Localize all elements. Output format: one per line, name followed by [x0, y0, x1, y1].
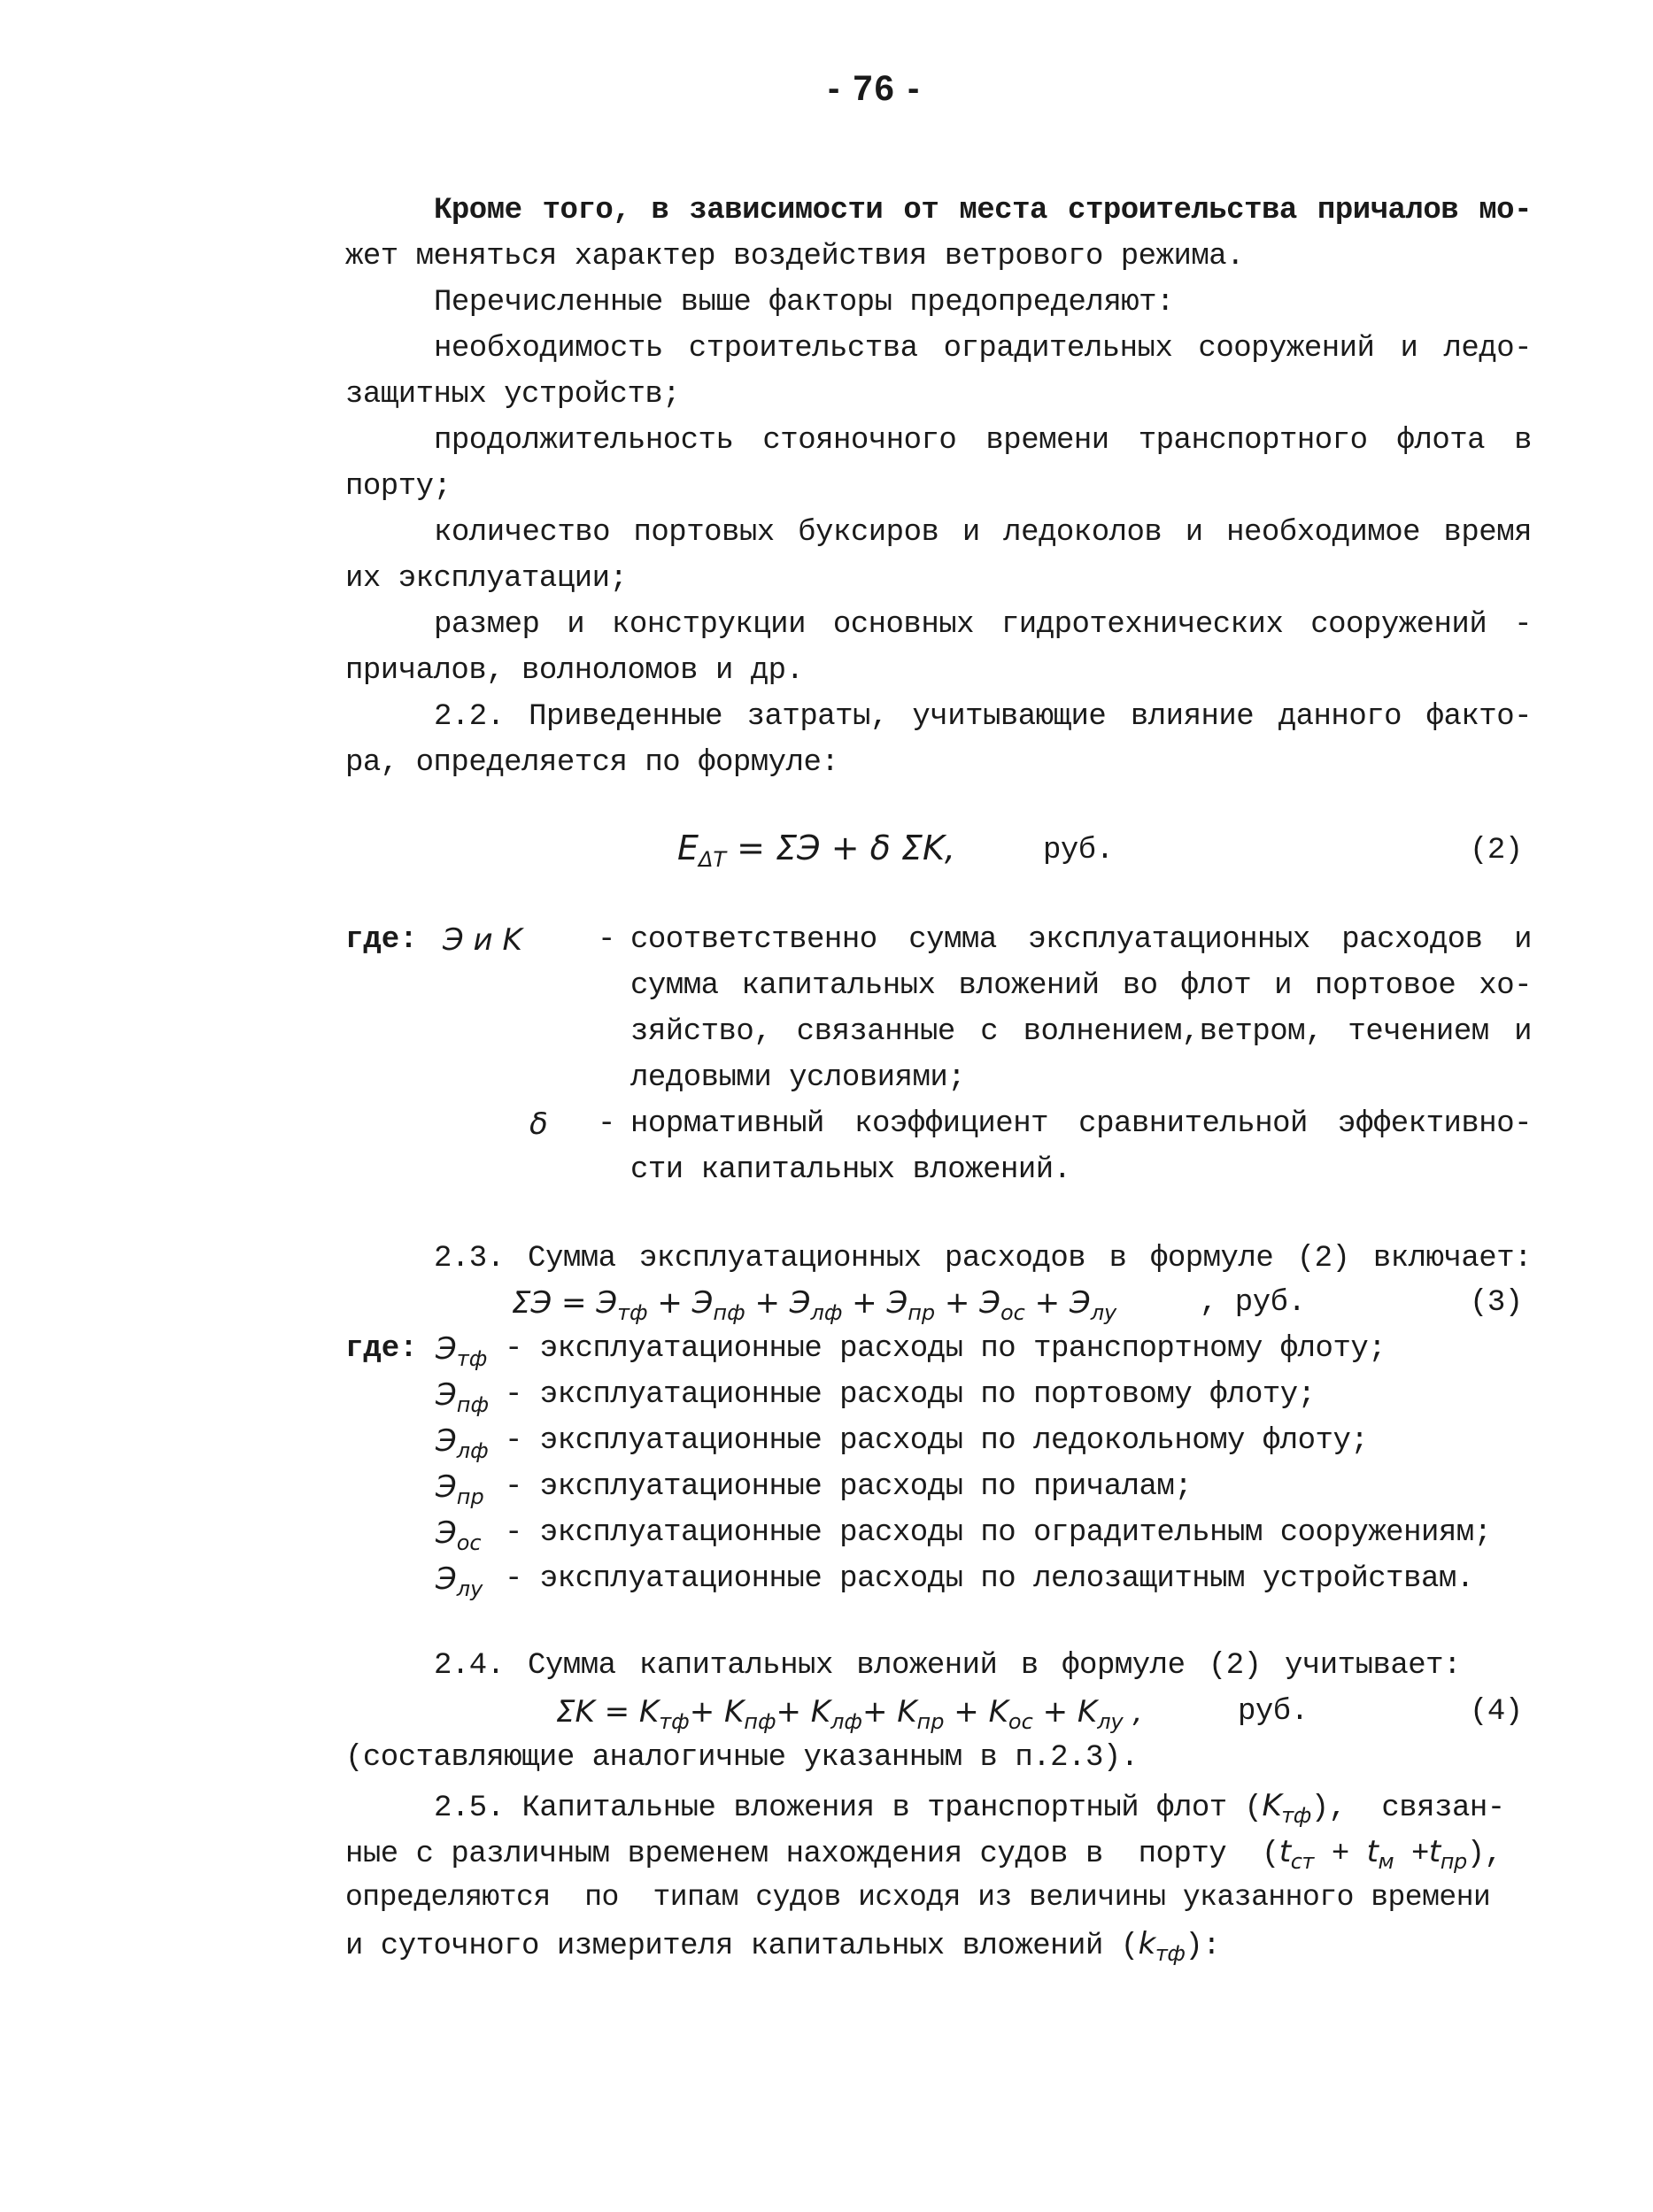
text-line: размер и конструкции основных гидротехнических сооружений - — [434, 608, 1532, 642]
symbol-e-and-k: Э и K — [443, 922, 522, 958]
symbol-delta: δ — [529, 1106, 548, 1142]
text-line: зяйство, связанные с волнением,ветром, течением и — [630, 1015, 1532, 1049]
text-line: Кроме того, в зависимости от места строительства причалов мо- — [434, 194, 1532, 227]
text-line: порту; — [345, 470, 452, 504]
equation-4-unit: руб. — [1238, 1695, 1309, 1729]
text-line: ра, определяется по формуле: — [345, 746, 839, 780]
where-label: где: — [345, 1332, 418, 1366]
list-item: - эксплуатационные расходы по лелозащитным устройствам. — [505, 1562, 1474, 1596]
dash: - — [598, 923, 615, 957]
text-line: 2.3. Сумма эксплуатационных расходов в формуле (2) включает: — [434, 1242, 1532, 1276]
text-line: и суточного измерителя капитальных вложений $(k_{тф})$: — [345, 1926, 1221, 1966]
text-line: сти капитальных вложений. — [630, 1153, 1071, 1187]
text-line: количество портовых буксиров и ледоколов и необходимое время — [434, 516, 1532, 550]
text-line: ледовыми условиями; — [630, 1061, 966, 1095]
text-line: нормативный коэффициент сравнительной эффективно- — [630, 1107, 1532, 1141]
equation-4-number: (4) — [1470, 1695, 1523, 1729]
equation-3-unit: , руб. — [1200, 1286, 1306, 1320]
text-line: Перечисленные выше факторы предопределяют: — [434, 286, 1174, 320]
text-line: 2.5. Капитальные вложения в транспортный флот $(K_{тф})$, связан- — [434, 1788, 1505, 1828]
equation-2-number: (2) — [1470, 834, 1523, 867]
equation-2: $E_{\Delta T} = \Sigma Э + \delta$ ΣK, — [677, 829, 955, 872]
symbol-e-lf: $Э_{лф}$ — [436, 1423, 489, 1463]
symbol-e-pr: $Э_{пр}$ — [436, 1469, 484, 1509]
text-line: жет меняться характер воздействия ветрового режима. — [345, 240, 1245, 274]
text-line: соответственно сумма эксплуатационных расходов и — [630, 923, 1532, 957]
text-line: ные с различным временем нахождения судов в порту $(t_{ст} + t_м +t_{пр})$, — [345, 1834, 1502, 1874]
text-line: 2.2. Приведенные затраты, учитывающие влияние данного факто- — [434, 700, 1532, 734]
text-line: причалов, волноломов и др. — [345, 654, 804, 688]
equation-3: $\Sigma Э = Э_{тф} + Э_{пф} + Э_{лф} + Э_{пр} + Э_{ос} + Э_{лу}$ — [512, 1285, 1117, 1325]
where-label: где: — [345, 923, 418, 957]
list-item: - эксплуатационные расходы по ледокольному флоту; — [505, 1424, 1369, 1458]
symbol-e-lu: $Э_{лу}$ — [436, 1561, 483, 1601]
list-item: - эксплуатационные расходы по причалам; — [505, 1470, 1193, 1504]
dash: - — [598, 1107, 615, 1141]
text-line: их эксплуатации; — [345, 562, 628, 596]
text-line: 2.4. Сумма капитальных вложений в формуле (2) учитывает: — [434, 1649, 1461, 1683]
symbol-e-tf: $Э_{тф}$ — [436, 1331, 488, 1371]
equation-2-unit: руб. — [1043, 834, 1114, 867]
list-item: - эксплуатационные расходы по оградительным сооружениям; — [505, 1516, 1492, 1550]
text-line: защитных устройств; — [345, 378, 681, 412]
symbol-e-os: $Э_{ос}$ — [436, 1515, 482, 1555]
equation-4: $\Sigma K = K_{тф}+ K_{пф}+ K_{лф}+ K_{пр} + K_{ос} + K_{лу}$ , — [556, 1694, 1143, 1734]
list-item: - эксплуатационные расходы по портовому флоту; — [505, 1378, 1316, 1412]
text-line: определяются по типам судов исходя из величины указанного времени — [345, 1881, 1491, 1914]
equation-3-number: (3) — [1470, 1286, 1523, 1320]
text-line: необходимость строительства оградительных сооружений и ледо- — [434, 332, 1532, 366]
text-line: продолжительность стояночного времени транспортного флота в — [434, 424, 1532, 458]
symbol-e-pf: $Э_{пф}$ — [436, 1377, 489, 1417]
text-line: (составляющие аналогичные указанным в п.2.3). — [345, 1741, 1139, 1775]
list-item: - эксплуатационные расходы по транспортному флоту; — [505, 1332, 1387, 1366]
text-line: сумма капитальных вложений во флот и портовое хо- — [630, 969, 1532, 1003]
page-number: - 76 - — [828, 69, 922, 108]
